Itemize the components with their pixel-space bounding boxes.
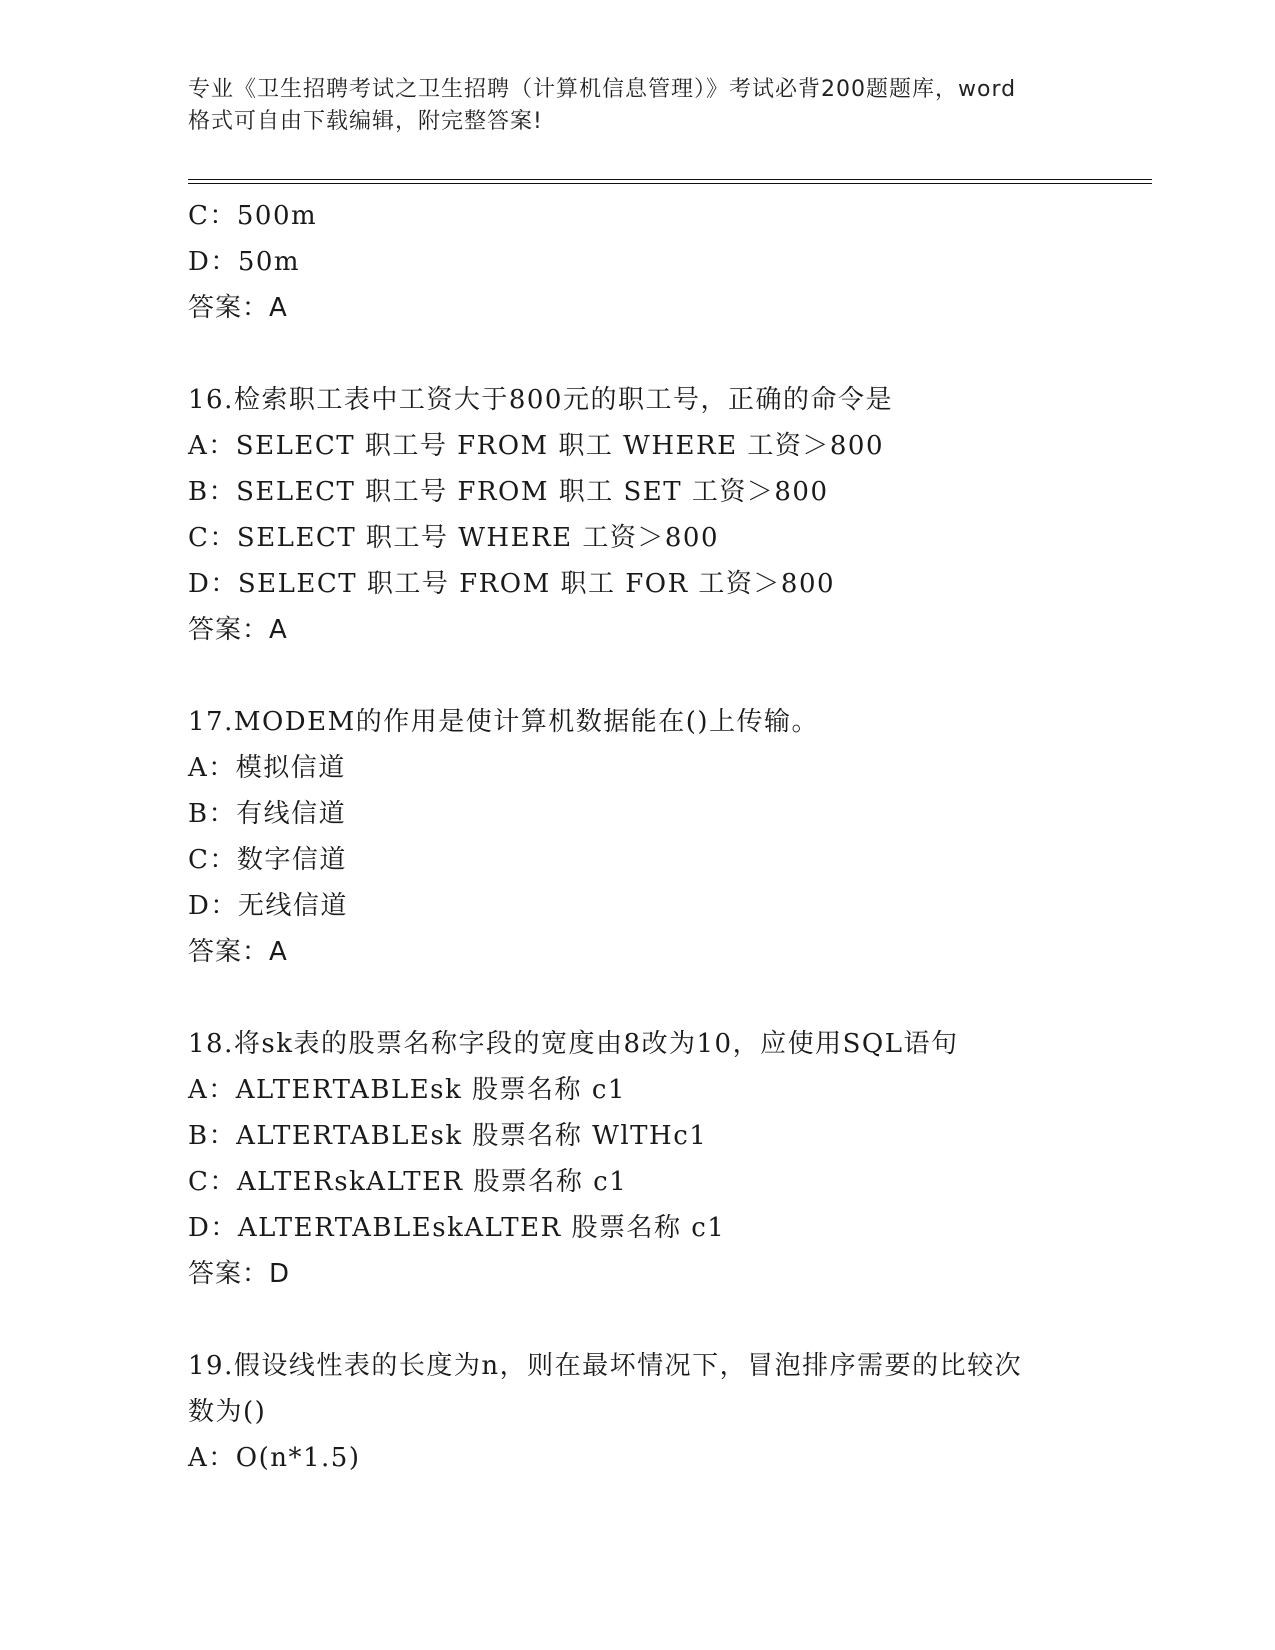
option-d: D：无线信道	[188, 891, 348, 921]
question-text: 16.检索职工表中工资大于800元的职工号，正确的命令是	[188, 385, 893, 415]
option-d: D：50m	[188, 247, 301, 277]
option-c: C：数字信道	[188, 845, 347, 875]
answer: 答案：D	[188, 1259, 291, 1289]
question-text-line-2: 数为()	[188, 1397, 267, 1427]
option-c: C：ALTERskALTER 股票名称 c1	[188, 1167, 628, 1197]
option-c: C：SELECT 职工号 WHERE 工资＞800	[188, 523, 720, 553]
question-text: 17.MODEM的作用是使计算机数据能在()上传输。	[188, 707, 820, 737]
question-19	[188, 1343, 1128, 1481]
question-list	[188, 193, 1128, 1481]
option-c: C：500m	[188, 201, 318, 231]
header-rule-top	[188, 179, 1152, 180]
option-b: B：有线信道	[188, 799, 347, 829]
header-line-2: 格式可自由下载编辑，附完整答案!	[188, 109, 543, 134]
header-rule-bottom	[188, 183, 1152, 184]
option-a: A：ALTERTABLEsk 股票名称 c1	[188, 1075, 626, 1105]
option-d: D：SELECT 职工号 FROM 职工 FOR 工资＞800	[188, 569, 836, 599]
option-d: D：ALTERTABLEskALTER 股票名称 c1	[188, 1213, 726, 1243]
option-a: A：模拟信道	[188, 753, 346, 783]
answer: 答案：A	[188, 615, 288, 645]
option-a: A：SELECT 职工号 FROM 职工 WHERE 工资＞800	[188, 431, 884, 461]
option-b: B：ALTERTABLEsk 股票名称 WlTHc1	[188, 1121, 708, 1151]
answer: 答案：A	[188, 937, 288, 967]
question-18	[188, 1021, 1128, 1297]
answer: 答案：A	[188, 293, 288, 323]
question-15-tail	[188, 193, 1128, 331]
option-b: B：SELECT 职工号 FROM 职工 SET 工资＞800	[188, 477, 829, 507]
option-a: A：O(n*1.5)	[188, 1443, 361, 1473]
question-17	[188, 699, 1128, 975]
header-line-1: 专业《卫生招聘考试之卫生招聘（计算机信息管理）》考试必背200题题库，word	[188, 77, 1017, 102]
question-text-line-1: 19.假设线性表的长度为n，则在最坏情况下，冒泡排序需要的比较次	[188, 1351, 1023, 1381]
question-text: 18.将sk表的股票名称字段的宽度由8改为10，应使用SQL语句	[188, 1029, 959, 1059]
document-header	[188, 74, 1088, 138]
question-16	[188, 377, 1128, 653]
